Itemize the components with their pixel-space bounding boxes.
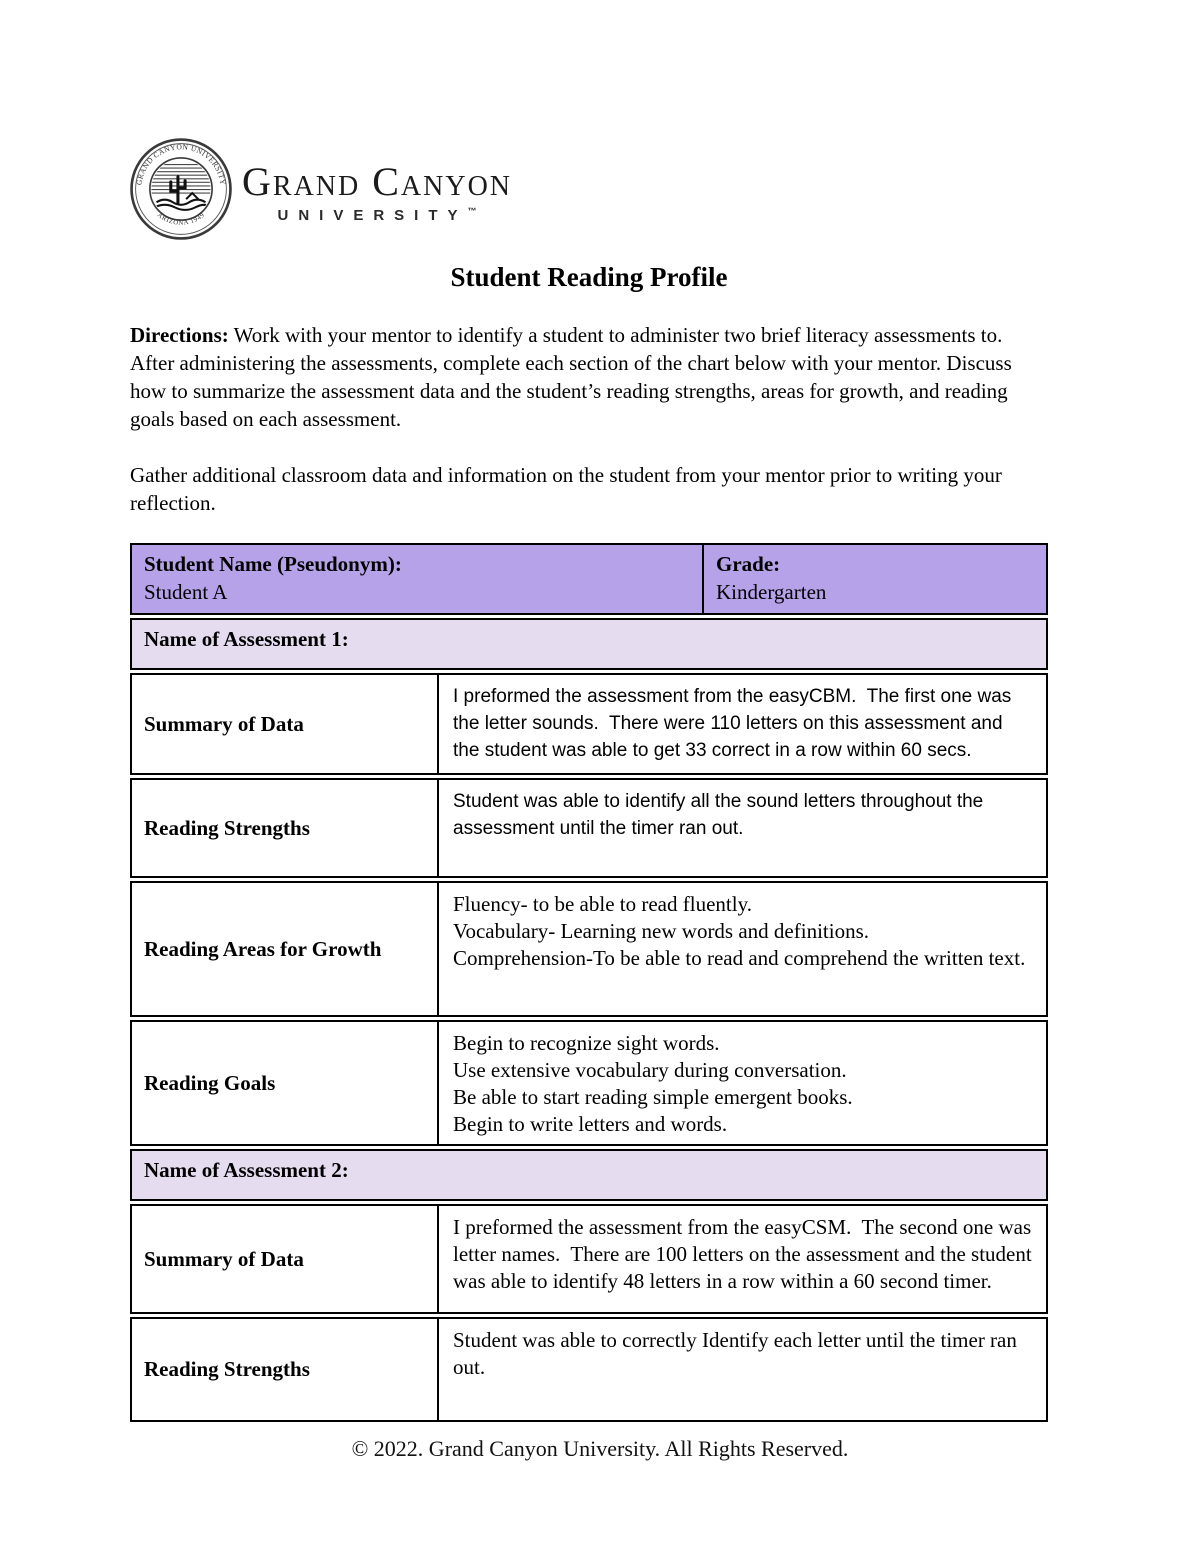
reading-goals-text [439, 1022, 1046, 1144]
assessment1-summary-row [130, 673, 1048, 775]
directions-label: Directions: [130, 323, 229, 347]
summary-of-data-text-2: I preformed the assessment from the easyCSM. The second one was letter names. There are 100 letters on the assessment and the student was able to identify 48 letters in a row within a 60 second timer. [453, 1215, 1037, 1293]
gcu-logo [130, 138, 1048, 240]
seal-arc-bottom-text: ARIZONA 1949 [155, 211, 207, 227]
directions-text: Work with your mentor to identify a student to administer two brief literacy assessments to. After administering the assessments, complete each section of the chart below with your mentor. Discuss how to summarize the assessment data and the student’s reading strengths, areas for growth, and reading goals based on each assessment. [130, 323, 1012, 431]
assessment1-strengths-row [130, 778, 1048, 878]
seal-cactus-scene [150, 165, 211, 210]
reading-strengths-text: Student was able to identify all the sound letters throughout the assessment until the timer ran out. [453, 791, 989, 839]
wordmark-grand-canyon: Grand Canyon [242, 159, 513, 204]
assessment1-header-label: Name of Assessment 1: [144, 627, 349, 651]
summary-of-data-label-2: Summary of Data [132, 1206, 439, 1312]
reading-goals-label: Reading Goals [132, 1022, 439, 1144]
goal-line: Use extensive vocabulary during conversation. [453, 1058, 847, 1082]
gather-paragraph: Gather additional classroom data and information on the student from your mentor prior to writing your reflection. [130, 463, 1002, 515]
reading-areas-for-growth-text [439, 883, 1046, 1015]
wordmark-university [242, 206, 512, 224]
goal-line: Begin to recognize sight words. [453, 1031, 720, 1055]
grade-value: Kindergarten [716, 580, 827, 604]
reading-strengths-text-2: Student was able to correctly Identify each letter until the timer ran out. [453, 1328, 1023, 1379]
summary-of-data-label: Summary of Data [132, 675, 439, 773]
goal-line: Be able to start reading simple emergent books. [453, 1085, 853, 1109]
grade-cell [704, 545, 1046, 613]
assessment2-header-label: Name of Assessment 2: [144, 1158, 349, 1182]
document-content [130, 138, 1048, 1425]
growth-line: Fluency- to be able to read fluently. [453, 892, 752, 916]
student-name-value: Student A [144, 580, 228, 604]
assessment2-summary-row [130, 1204, 1048, 1314]
directions-paragraph [130, 321, 1032, 433]
page-title: Student Reading Profile [450, 262, 728, 292]
reading-areas-for-growth-label: Reading Areas for Growth [132, 883, 439, 1015]
grade-label: Grade: [716, 552, 781, 576]
copyright-footer: © 2022. Grand Canyon University. All Rights Reserved. [351, 1436, 849, 1461]
trademark-symbol: ™ [467, 206, 477, 216]
goal-line: Begin to write letters and words. [453, 1112, 728, 1136]
assessment1-goals-row [130, 1020, 1048, 1146]
seal-arc-top-text: GRAND CANYON UNIVERSITY [134, 142, 228, 186]
reading-strengths-label-2: Reading Strengths [132, 1319, 439, 1420]
wordmark-university-text: UNIVERSITY [277, 207, 468, 224]
student-name-label: Student Name (Pseudonym): [144, 552, 402, 576]
student-name-cell [132, 545, 704, 613]
assessment1-growth-row [130, 881, 1048, 1017]
reading-strengths-label: Reading Strengths [132, 780, 439, 876]
gcu-wordmark [242, 154, 512, 224]
assessment2-header-row [130, 1149, 1048, 1201]
growth-line: Vocabulary- Learning new words and definitions. [453, 919, 870, 943]
gcu-seal-icon [130, 138, 232, 240]
summary-of-data-text: I preformed the assessment from the easyCBM. The first one was the letter sounds. There were 110 letters on this assessment and the student was able to get 33 correct in a row within 60 secs. [453, 686, 1017, 761]
student-reading-profile-table [130, 543, 1048, 1422]
assessment1-header-row [130, 618, 1048, 670]
growth-line: Comprehension-To be able to read and comprehend the written text. [453, 946, 1026, 970]
assessment2-strengths-row [130, 1317, 1048, 1422]
student-grade-row [130, 543, 1048, 615]
